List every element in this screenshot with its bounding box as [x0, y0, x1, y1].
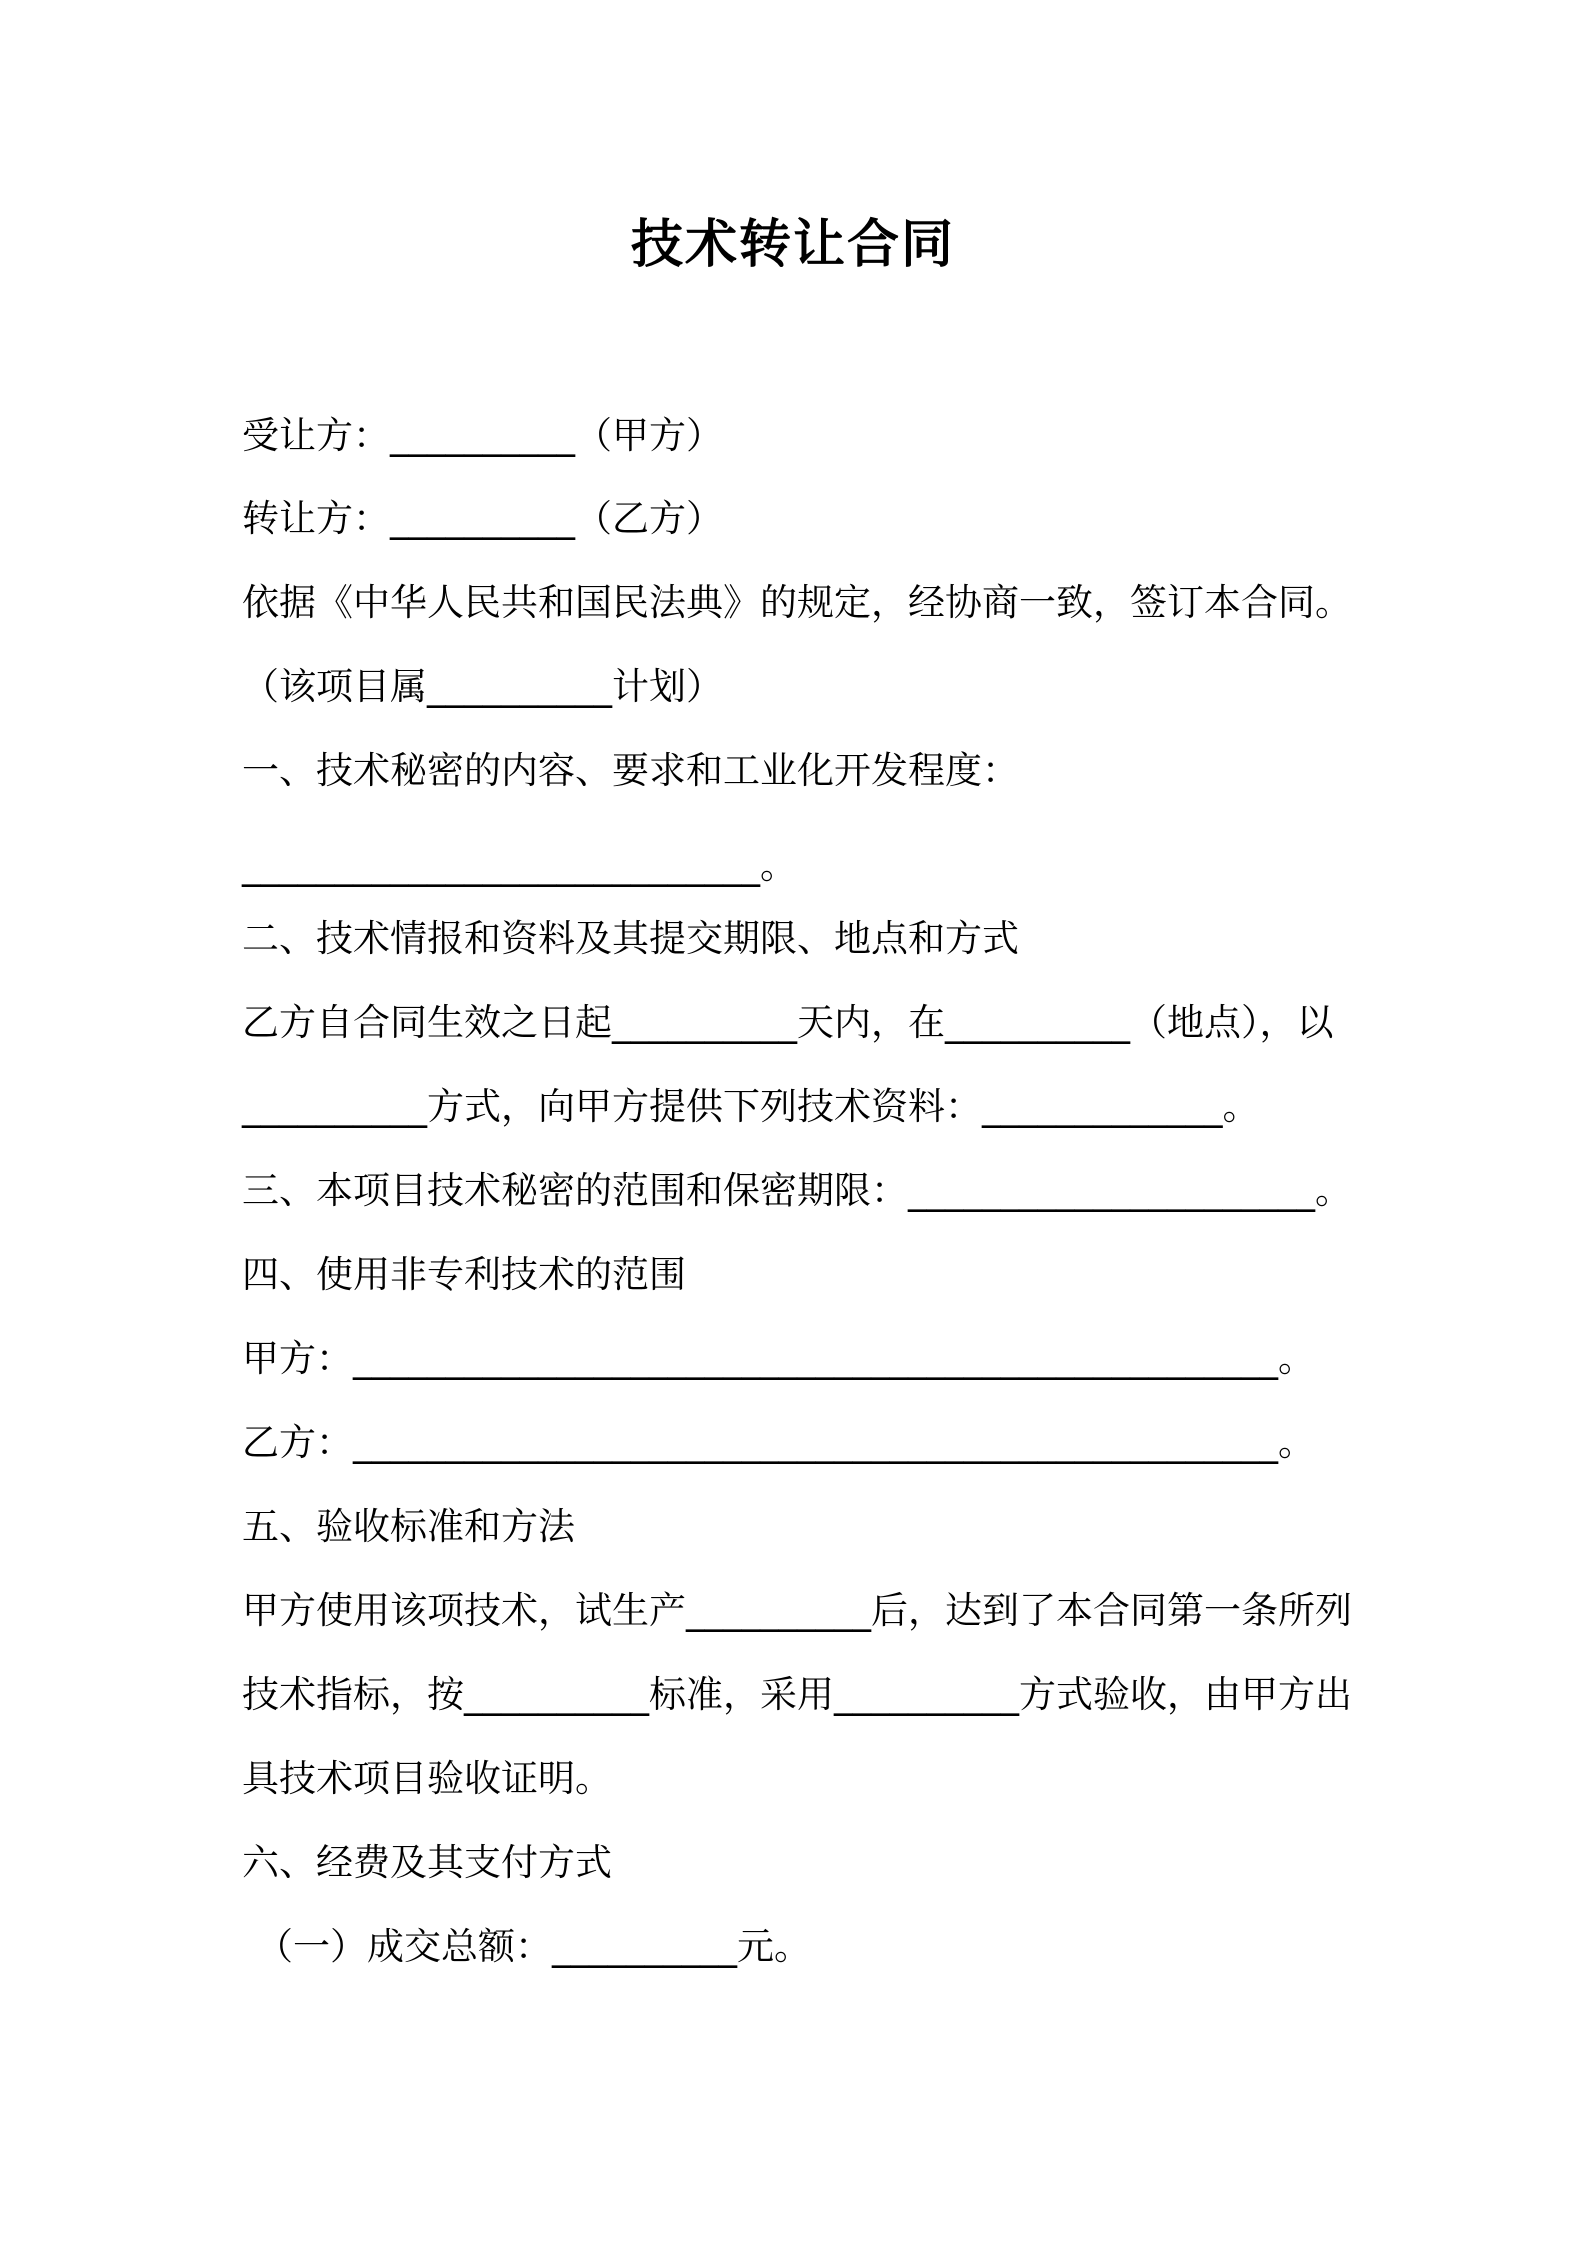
section-2-text-2: __________方式，向甲方提供下列技术资料：_____________。	[242, 1085, 1260, 1128]
section-6-item-1: （一）成交总额：__________元。	[256, 1925, 811, 1968]
line-transferee: 受让方：__________（甲方）	[242, 414, 723, 457]
section-5-heading: 五、验收标准和方法	[242, 1505, 575, 1548]
section-5-text-2: 技术指标，按__________标准，采用__________方式验收，由甲方出	[242, 1673, 1352, 1716]
section-5-text-1: 甲方使用该项技术，试生产__________后，达到了本合同第一条所列	[242, 1589, 1352, 1632]
section-6-heading: 六、经费及其支付方式	[242, 1841, 612, 1884]
section-2-text-1: 乙方自合同生效之日起__________天内，在__________（地点），以	[242, 1001, 1334, 1044]
line-legal-basis: 依据《中华人民共和国民法典》的规定，经协商一致，签订本合同。	[242, 581, 1352, 624]
section-2-heading: 二、技术情报和资料及其提交期限、地点和方式	[242, 917, 1019, 960]
section-1-blank: ____________________________。	[242, 844, 797, 887]
section-5-text-3: 具技术项目验收证明。	[242, 1757, 612, 1800]
section-4-party-a: 甲方：__________________________________________________。	[242, 1337, 1315, 1380]
section-4-heading: 四、使用非专利技术的范围	[242, 1253, 686, 1296]
document-title: 技术转让合同	[630, 215, 955, 275]
section-3-heading: 三、本项目技术秘密的范围和保密期限：______________________。	[242, 1169, 1352, 1212]
line-project-plan: （该项目属__________计划）	[242, 665, 723, 708]
section-4-party-b: 乙方：__________________________________________________。	[242, 1421, 1315, 1464]
line-transferor: 转让方：__________（乙方）	[242, 497, 723, 540]
section-1-heading: 一、技术秘密的内容、要求和工业化开发程度：	[242, 749, 1019, 792]
